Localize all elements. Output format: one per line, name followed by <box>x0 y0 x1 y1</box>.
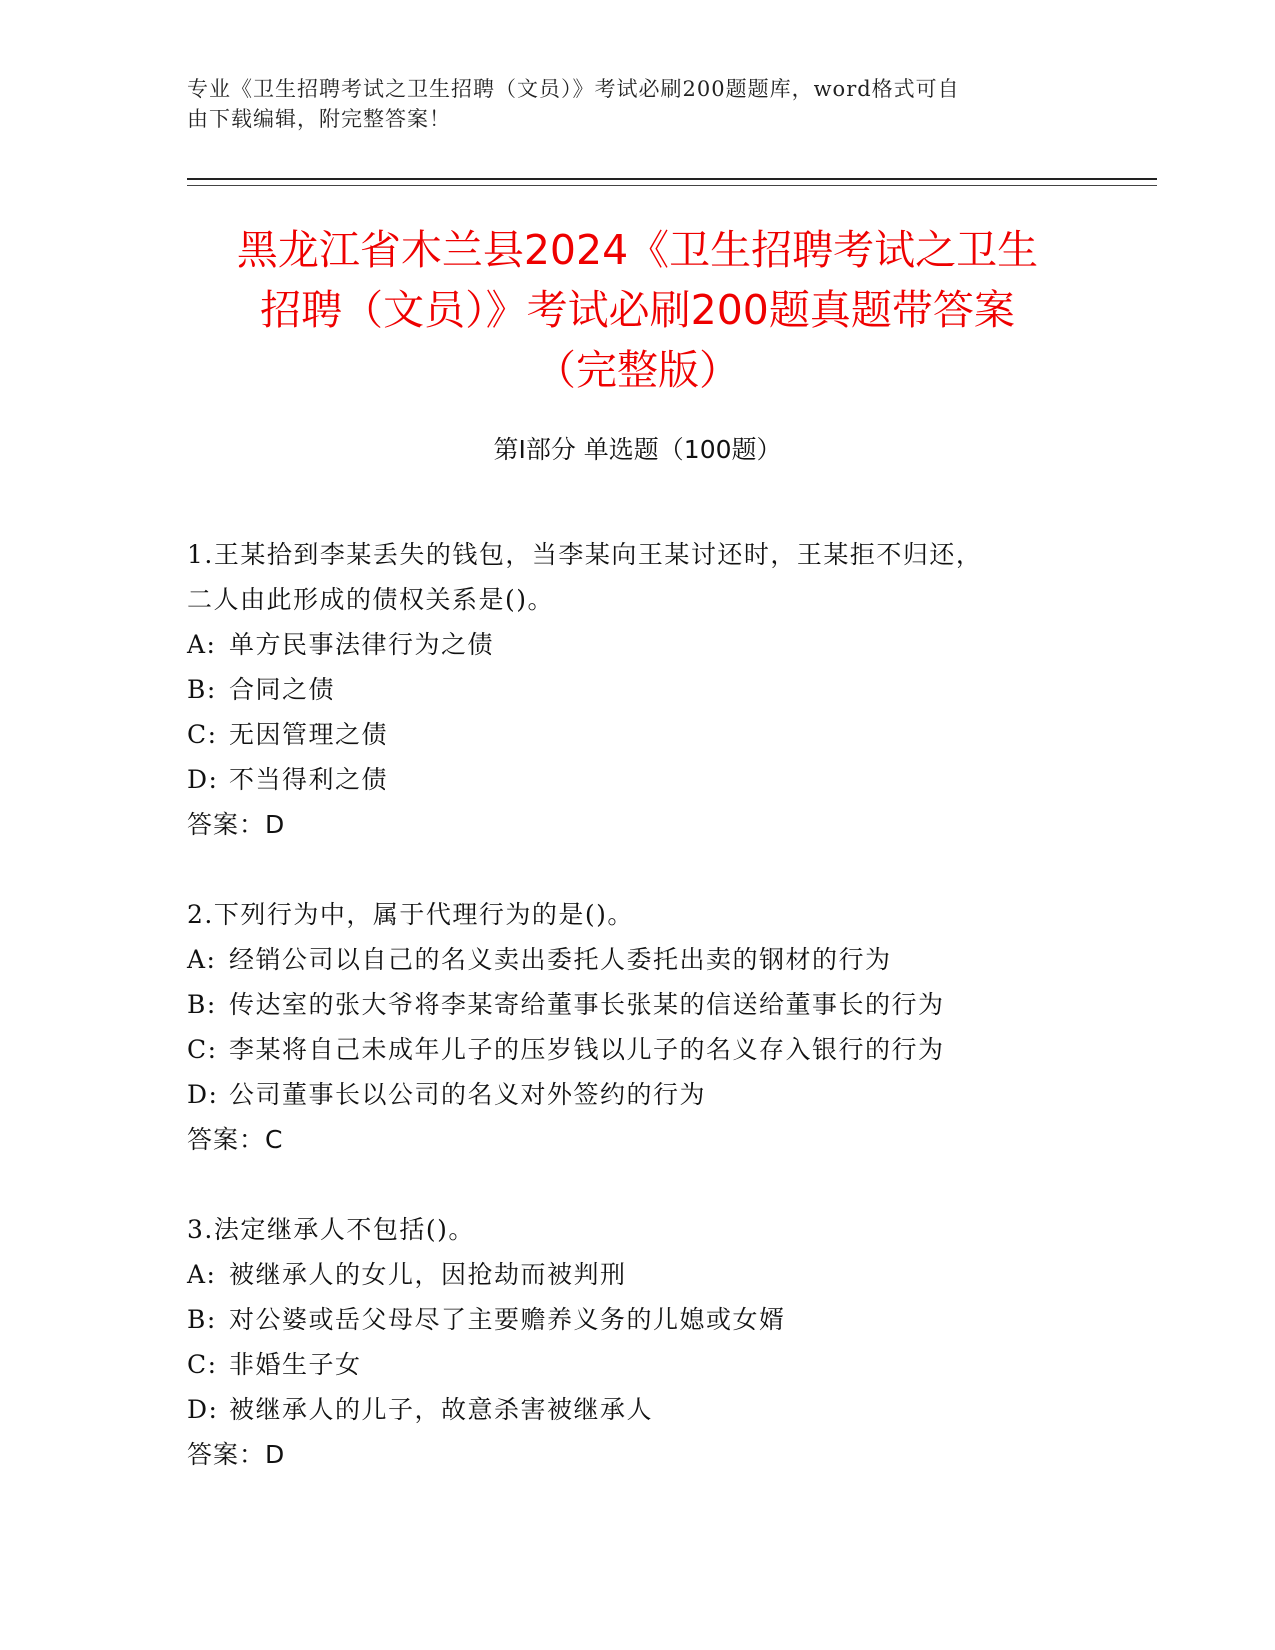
document-title <box>150 220 1125 400</box>
option-letter: D: <box>187 1080 219 1109</box>
question-3 <box>187 1207 1087 1477</box>
option-a <box>187 937 1087 982</box>
question-stem-continued: 二人由此形成的债权关系是()。 <box>187 585 555 614</box>
option-letter: C: <box>187 1350 218 1379</box>
option-b <box>187 667 1087 712</box>
question-stem: 3.法定继承人不包括()。 <box>187 1215 475 1244</box>
option-text: 经销公司以自己的名义卖出委托人委托出卖的钢材的行为 <box>229 945 892 974</box>
header-divider-thick <box>187 178 1157 180</box>
option-d <box>187 1072 1087 1117</box>
option-text: 李某将自己未成年儿子的压岁钱以儿子的名义存入银行的行为 <box>229 1035 945 1064</box>
option-text: 传达室的张大爷将李某寄给董事长张某的信送给董事长的行为 <box>229 990 945 1019</box>
option-text: 不当得利之债 <box>229 765 389 794</box>
option-letter: C: <box>187 720 218 749</box>
option-a <box>187 622 1087 667</box>
option-letter: C: <box>187 1035 218 1064</box>
option-d <box>187 1387 1087 1432</box>
option-b <box>187 1297 1087 1342</box>
header-note-line-1: 专业《卫生招聘考试之卫生招聘（文员）》考试必刷200题题库，word格式可自 <box>187 77 960 101</box>
question-2 <box>187 892 1087 1162</box>
option-letter: B: <box>187 675 217 704</box>
option-c <box>187 712 1087 757</box>
question-1 <box>187 532 1087 847</box>
option-text: 非婚生子女 <box>229 1350 362 1379</box>
option-letter: A: <box>187 1260 217 1289</box>
option-letter: D: <box>187 765 219 794</box>
answer-label: 答案：D <box>187 1440 286 1469</box>
question-stem: 2.下列行为中，属于代理行为的是()。 <box>187 900 634 929</box>
option-letter: A: <box>187 630 217 659</box>
option-text: 单方民事法律行为之债 <box>229 630 495 659</box>
option-letter: B: <box>187 990 217 1019</box>
question-stem: 1.王某拾到李某丢失的钱包，当李某向王某讨还时，王某拒不归还， <box>187 540 983 569</box>
option-c <box>187 1342 1087 1387</box>
option-d <box>187 757 1087 802</box>
answer-label: 答案：D <box>187 810 286 839</box>
option-text: 公司董事长以公司的名义对外签约的行为 <box>229 1080 707 1109</box>
option-text: 无因管理之债 <box>229 720 389 749</box>
option-a <box>187 1252 1087 1297</box>
header-divider-thin <box>187 185 1157 186</box>
question-list <box>187 532 1087 1522</box>
option-letter: D: <box>187 1395 219 1424</box>
section-heading: 第Ⅰ部分 单选题（100题） <box>493 435 782 464</box>
option-text: 被继承人的女儿，因抢劫而被判刑 <box>229 1260 627 1289</box>
option-text: 被继承人的儿子，故意杀害被继承人 <box>229 1395 654 1424</box>
header-note-line-2: 由下载编辑，附完整答案！ <box>187 107 451 131</box>
option-c <box>187 1027 1087 1072</box>
title-line-3: （完整版） <box>535 346 740 394</box>
option-b <box>187 982 1087 1027</box>
title-line-2: 招聘（文员）》考试必刷200题真题带答案 <box>260 286 1015 334</box>
header-note <box>187 74 1067 134</box>
option-text: 合同之债 <box>229 675 336 704</box>
option-letter: A: <box>187 945 217 974</box>
option-letter: B: <box>187 1305 217 1334</box>
title-line-1: 黑龙江省木兰县2024《卫生招聘考试之卫生 <box>236 226 1039 274</box>
answer-label: 答案：C <box>187 1125 284 1154</box>
option-text: 对公婆或岳父母尽了主要赡养义务的儿媳或女婿 <box>229 1305 786 1334</box>
